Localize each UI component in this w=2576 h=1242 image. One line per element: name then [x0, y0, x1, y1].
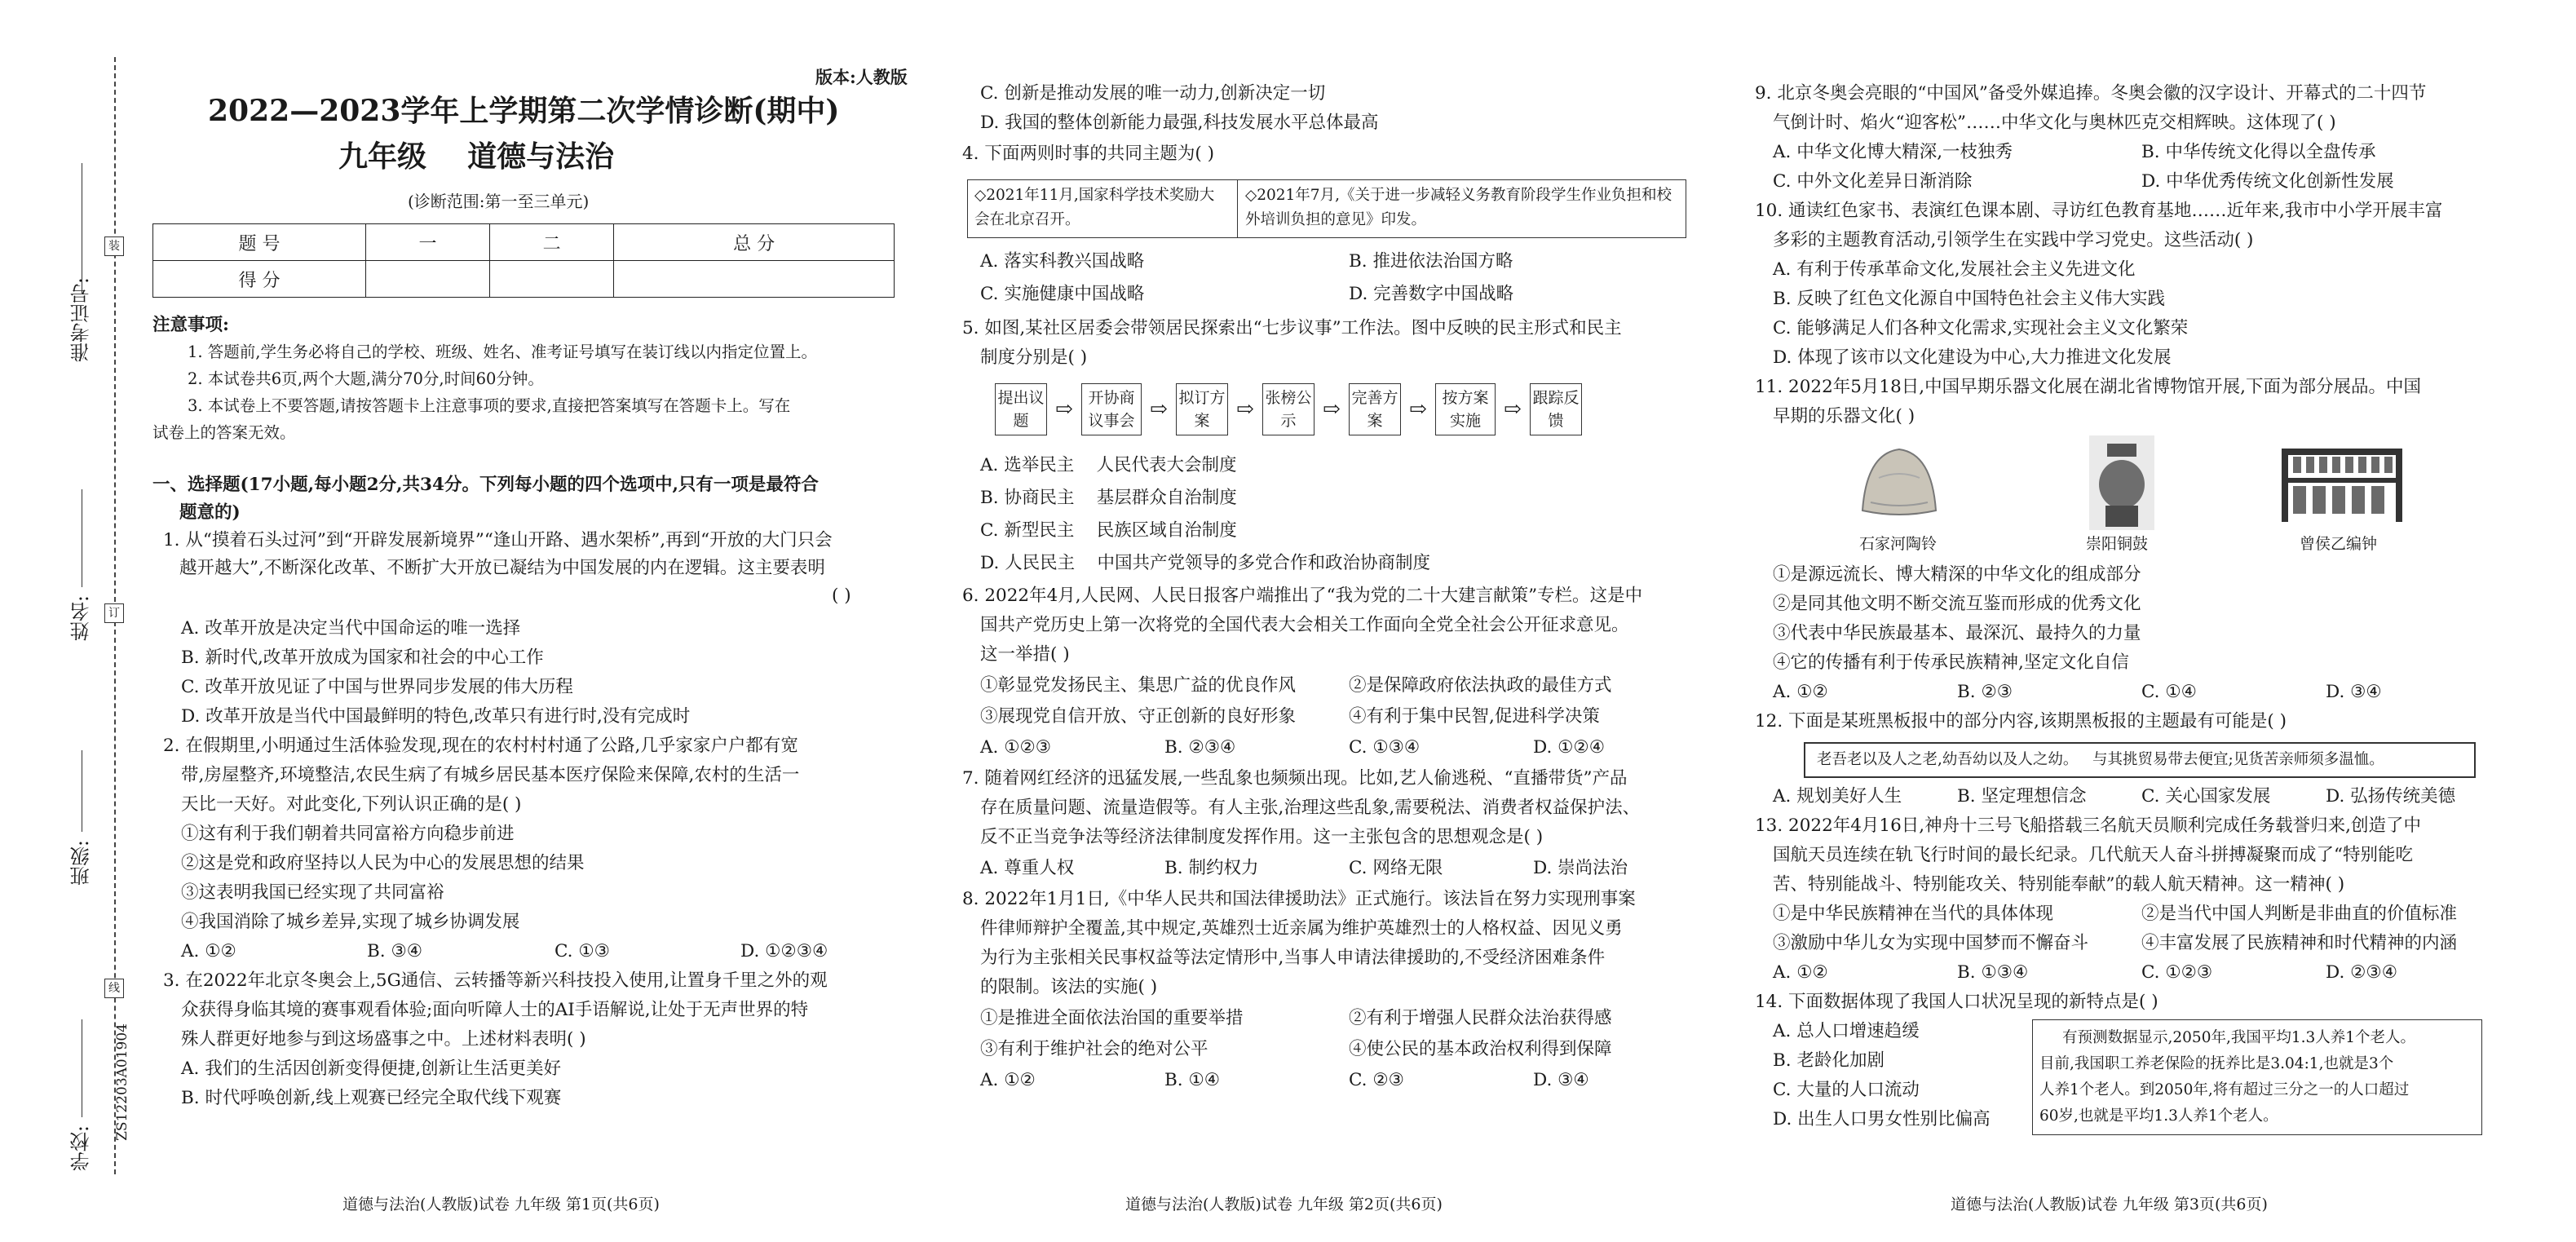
score-header-part2: 二 — [490, 224, 614, 261]
flow-arrow-icon: ⇨ — [1504, 397, 1522, 422]
artifact-caption: 崇阳铜鼓 — [2086, 535, 2149, 553]
q13-statement: ②是当代中国人判断是非曲直的价值标准 — [2141, 904, 2458, 924]
flow-arrow-icon: ⇨ — [1150, 397, 1168, 422]
q1-option-c: C. 改革开放见证了中国与世界同步发展的伟大历程 — [181, 677, 573, 697]
q12-option-d: D. 弘扬传统美德 — [2326, 786, 2456, 807]
q2-option-b: B. ③④ — [367, 941, 423, 961]
q7-stem: 7. 随着网红经济的迅猛发展,一些乱象也频频出现。比如,艺人偷逃税、“直播带货”产品 — [962, 768, 1628, 789]
q6-statement: ④有利于集中民智,促进科学决策 — [1349, 706, 1600, 727]
q4-stem: 4. 下面两则时事的共同主题为( ) — [962, 144, 1214, 164]
score-header-total: 总 分 — [614, 224, 895, 261]
notice-item: 1. 答题前,学生务必将自己的学校、班级、姓名、准考证号填写在装订线以内指定位置上。 — [188, 343, 818, 361]
q1-option-b: B. 新时代,改革开放成为国家和社会的中心工作 — [181, 648, 544, 668]
q6-stem: 6. 2022年4月,人民网、人民日报客户端推出了“我为党的二十大建言献策”专栏。这是中 — [962, 586, 1643, 606]
section-heading-cont: 题意的) — [179, 502, 241, 523]
artifact-pottery-bell-image — [1846, 437, 1952, 528]
q11-stem: 早期的乐器文化( ) — [1773, 406, 1915, 427]
q4-news-box — [967, 179, 1686, 238]
q11-statement: ④它的传播有利于传承民族精神,坚定文化自信 — [1773, 652, 2129, 673]
binding-mark-top: 装 — [104, 236, 124, 256]
q3-option-b: B. 时代呼唤创新,线上观赛已经完全取代线下观赛 — [181, 1088, 562, 1108]
q11-option-d: D. ③④ — [2326, 682, 2382, 702]
q7-stem: 反不正当竞争法等经济法律制度发挥作用。这一主张包含的思想观念是( ) — [980, 827, 1544, 847]
q4-option-b: B. 推进依法治国方略 — [1349, 251, 1513, 272]
paper-code: ZS12203A01904 — [114, 1023, 130, 1141]
q4-option-a: A. 落实科教兴国战略 — [980, 251, 1145, 272]
q13-stem: 国航天员连续在轨飞行时间的最长纪录。几代航天人奋斗拼搏凝聚而成了“特别能吃 — [1773, 845, 2413, 865]
q12-option-b: B. 坚定理想信念 — [1957, 786, 2087, 807]
flow-step: 张榜公示 — [1262, 383, 1315, 435]
q1-option-d: D. 改革开放是当代中国最鲜明的特色,改革只有进行时,没有完成时 — [181, 706, 691, 727]
q7-option-c: C. 网络无限 — [1349, 858, 1443, 878]
flow-arrow-icon: ⇨ — [1236, 397, 1254, 422]
q14-option-b: B. 老龄化加剧 — [1773, 1050, 1885, 1071]
q13-option-c: C. ①②③ — [2141, 962, 2213, 983]
q8-option-c: C. ②③ — [1349, 1070, 1404, 1090]
q3-option-a: A. 我们的生活因创新变得便捷,创新让生活更美好 — [181, 1059, 562, 1079]
q12-option-c: C. 关心国家发展 — [2141, 786, 2271, 807]
edition-label: 版本:人教版 — [815, 67, 908, 87]
q11-stem: 11. 2022年5月18日,中国早期乐器文化展在湖北省博物馆开展,下面为部分展品。中国 — [1755, 377, 2421, 397]
q14-option-d: D. 出生人口男女性别比偏高 — [1773, 1109, 1991, 1129]
q2-stem: 天比一天好。对此变化,下列认识正确的是( ) — [181, 794, 522, 815]
q10-option-d: D. 体现了该市以文化建设为中心,大力推进文化发展 — [1773, 347, 2172, 368]
flow-step: 完善方案 — [1349, 383, 1401, 435]
notice-item: 2. 本试卷共6页,两个大题,满分70分,时间60分钟。 — [188, 369, 544, 388]
q6-stem: 这一举措( ) — [980, 644, 1070, 665]
q13-option-b: B. ①③④ — [1957, 962, 2029, 983]
q2-statement: ①这有利于我们朝着共同富裕方向稳步前进 — [181, 824, 515, 844]
q10-stem: 多彩的主题教育活动,引领学生在实践中学习党史。这些活动( ) — [1773, 230, 2254, 250]
q2-statement: ③这表明我国已经实现了共同富裕 — [181, 882, 444, 903]
q14-option-c: C. 大量的人口流动 — [1773, 1080, 1920, 1100]
q8-option-a: A. ①② — [980, 1070, 1036, 1090]
q9-stem: 9. 北京冬奥会亮眼的“中国风”备受外媒追捧。冬奥会徽的汉字设计、开幕式的二十四节 — [1755, 83, 2427, 104]
artifact-caption: 石家河陶铃 — [1859, 535, 1938, 553]
q1-answer-paren: ( ) — [832, 586, 851, 606]
class-label: 班级: — [70, 840, 93, 886]
flow-arrow-icon: ⇨ — [1323, 397, 1341, 422]
q14-data-text: 有预测数据显示,2050年,我国平均1.3人养1个老人。 — [2062, 1029, 2416, 1046]
q6-statement: ①彰显党发扬民主、集思广益的优良作风 — [980, 675, 1297, 696]
q10-option-b: B. 反映了红色文化源自中国特色社会主义伟大实践 — [1773, 289, 2165, 309]
score-header-label: 题 号 — [153, 224, 366, 261]
flow-step: 按方案实施 — [1435, 383, 1496, 435]
q7-option-a: A. 尊重人权 — [980, 858, 1075, 878]
q5-stem: 5. 如图,某社区居委会带领居民探索出“七步议事”工作法。图中反映的民主形式和民主 — [962, 318, 1622, 338]
q11-statement: ②是同其他文明不断交流互鉴而形成的优秀文化 — [1773, 594, 2141, 614]
q9-option-c: C. 中外文化差异日渐消除 — [1773, 171, 1973, 192]
page-footer: 道德与法治(人教版)试卷 九年级 第2页(共6页) — [1125, 1196, 1443, 1213]
flow-step: 开协商议事会 — [1081, 383, 1142, 435]
q5-option-c: C. 新型民主 民族区域自治制度 — [980, 520, 1237, 541]
score-table — [152, 223, 895, 298]
q5-option-d: D. 人民民主 中国共产党领导的多党合作和政治协商制度 — [980, 553, 1430, 573]
q1-option-a: A. 改革开放是决定当代中国命运的唯一选择 — [181, 618, 521, 639]
q8-statement: ①是推进全面依法治国的重要举措 — [980, 1008, 1244, 1028]
score-cell-part2 — [490, 261, 614, 298]
q11-option-c: C. ①④ — [2141, 682, 2197, 702]
q6-option-a: A. ①②③ — [980, 737, 1052, 758]
q13-statement: ③激励中华儿女为实现中国梦而不懈奋斗 — [1773, 933, 2089, 953]
q6-option-c: C. ①③④ — [1349, 737, 1421, 758]
q9-option-b: B. 中华传统文化得以全盘传承 — [2141, 142, 2376, 162]
exam-page-3 — [1755, 0, 2570, 1242]
q5-flowchart — [995, 383, 1582, 435]
score-cell-part1 — [366, 261, 490, 298]
q8-option-b: B. ①④ — [1164, 1070, 1221, 1090]
exam-number-label: 准考证号: — [70, 277, 93, 363]
q2-stem: 2. 在假期里,小明通过生活体验发现,现在的农村村村通了公路,几乎家家户户都有宽 — [163, 736, 798, 756]
q13-statement: ①是中华民族精神在当代的具体体现 — [1773, 904, 2054, 924]
q4-news-divider — [1237, 180, 1238, 237]
flow-arrow-icon: ⇨ — [1055, 397, 1073, 422]
q8-stem: 件律师辩护全覆盖,其中规定,英雄烈士近亲属为维护英雄烈士的人格权益、因见义勇 — [980, 918, 1623, 939]
q9-option-d: D. 中华优秀传统文化创新性发展 — [2141, 171, 2394, 192]
q14-stem: 14. 下面数据体现了我国人口状况呈现的新特点是( ) — [1755, 992, 2158, 1012]
exam-scope: (诊断范围:第一至三单元) — [408, 192, 590, 211]
q12-blackboard-text: 老吾老以及人之老,幼吾幼以及人之幼。 与其挑贸易带去便宜;见货苦亲师须多温恤。 — [1817, 751, 2384, 768]
q1-stem: 1. 从“摸着石头过河”到“开辟发展新境界”“逢山开路、遇水架桥”,再到“开放的大门只会 — [163, 530, 833, 550]
q2-statement: ②这是党和政府坚持以人民为中心的发展思想的结果 — [181, 853, 585, 873]
q5-option-b: B. 协商民主 基层群众自治制度 — [980, 488, 1237, 508]
section-heading: 一、选择题(17小题,每小题2分,共34分。下列每小题的四个选项中,只有一项是最符合 — [152, 475, 819, 495]
flow-arrow-icon: ⇨ — [1409, 397, 1427, 422]
q5-stem: 制度分别是( ) — [980, 347, 1088, 368]
notice-item: 3. 本试卷上不要答题,请按答题卡上注意事项的要求,直接把答案填写在答题卡上。写在 — [188, 396, 791, 415]
artifact-chime-bells-image — [2277, 440, 2407, 525]
q3-stem: 众获得身临其境的赛事观看体验;面向听障人士的AI手语解说,让处于无声世界的特 — [181, 1000, 809, 1020]
artifact-bronze-drum-image — [2089, 435, 2154, 530]
q7-option-b: B. 制约权力 — [1164, 858, 1259, 878]
q11-option-a: A. ①② — [1773, 682, 1828, 702]
score-header-part1: 一 — [366, 224, 490, 261]
name-label: 姓名: — [70, 595, 93, 642]
school-label: 学校: — [70, 1125, 93, 1172]
q9-option-a: A. 中华文化博大精深,一枝独秀 — [1773, 142, 2013, 162]
q9-stem: 气倒计时、焰火“迎客松”……中华文化与奥林匹克交相辉映。这体现了( ) — [1773, 113, 2336, 133]
q8-stem: 8. 2022年1月1日,《中华人民共和国法律援助法》正式施行。该法旨在努力实现刑事案 — [962, 889, 1636, 909]
q11-statement: ①是源远流长、博大精深的中华文化的组成部分 — [1773, 564, 2141, 585]
q6-statement: ②是保障政府依法执政的最佳方式 — [1349, 675, 1612, 696]
q4-option-d: D. 完善数字中国战略 — [1349, 284, 1514, 304]
q11-option-b: B. ②③ — [1957, 682, 2013, 702]
q2-statement: ④我国消除了城乡差异,实现了城乡协调发展 — [181, 912, 520, 932]
q12-option-a: A. 规划美好人生 — [1773, 786, 1902, 807]
q14-data-text: 目前,我国职工养老保险的抚养比是3.04:1,也就是3个 — [2039, 1055, 2394, 1072]
q7-stem: 存在质量问题、流量造假等。有人主张,治理这些乱象,需要税法、消费者权益保护法、 — [980, 798, 1641, 818]
q1-stem: 越开越大”,不断深化改革、不断扩大开放已凝结为中国发展的内在逻辑。这主要表明 — [179, 558, 825, 578]
exam-title: 2022—2023学年上学期第二次学情诊断(期中) — [208, 94, 840, 128]
q6-stem: 国共产党历史上第一次将党的全国代表大会相关工作面向全党全社会公开征求意见。 — [980, 615, 1629, 635]
flow-step: 提出议题 — [995, 383, 1047, 435]
q2-option-d: D. ①②③④ — [740, 941, 828, 961]
q2-stem: 带,房屋整齐,环境整洁,农民生病了有城乡居民基本医疗保险来保障,农村的生活一 — [181, 765, 800, 785]
q2-option-c: C. ①③ — [555, 941, 610, 961]
q8-statement: ④使公民的基本政治权利得到保障 — [1349, 1039, 1612, 1059]
q6-option-d: D. ①②④ — [1533, 737, 1605, 758]
q14-option-a: A. 总人口增速趋缓 — [1773, 1021, 1920, 1041]
q14-data-text: 60岁,也就是平均1.3人养1个老人。 — [2039, 1107, 2278, 1125]
q3-option-c: C. 创新是推动发展的唯一动力,创新决定一切 — [980, 83, 1326, 104]
q7-option-d: D. 崇尚法治 — [1533, 858, 1628, 878]
artifact-caption: 曾侯乙编钟 — [2300, 535, 2378, 553]
binding-mark-bottom: 线 — [104, 979, 124, 998]
q13-stem: 苦、特别能战斗、特别能攻关、特别能奉献”的载人航天精神。这一精神( ) — [1773, 874, 2345, 895]
q6-statement: ③展现党自信开放、守正创新的良好形象 — [980, 706, 1297, 727]
q13-option-a: A. ①② — [1773, 962, 1828, 983]
q10-option-a: A. 有利于传承革命文化,发展社会主义先进文化 — [1773, 259, 2136, 280]
q3-stem: 殊人群更好地参与到这场盛事之中。上述材料表明( ) — [181, 1029, 586, 1050]
notice-item: 试卷上的答案无效。 — [152, 423, 296, 442]
q13-stem: 13. 2022年4月16日,神舟十三号飞船搭载三名航天员顺利完成任务载誉归来,创造了中 — [1755, 815, 2421, 836]
q3-option-d: D. 我国的整体创新能力最强,科技发展水平总体最高 — [980, 113, 1379, 133]
q13-statement: ④丰富发展了民族精神和时代精神的内涵 — [2141, 933, 2458, 953]
q4-news-item-2: ◇2021年7月,《关于进一步减轻义务教育阶段学生作业负担和校外培训负担的意见》印发。 — [1245, 187, 1672, 228]
q12-blackboard-box — [1804, 742, 2476, 778]
q14-data-box — [2032, 1019, 2482, 1135]
q8-stem: 为行为主张相关民事权益等法定情形中,当事人申请法律援助的,不受经济困难条件 — [980, 948, 1606, 968]
flow-step: 跟踪反馈 — [1530, 383, 1582, 435]
q3-stem: 3. 在2022年北京冬奥会上,5G通信、云转播等新兴科技投入使用,让置身千里之外的观 — [163, 970, 828, 991]
q13-option-d: D. ②③④ — [2326, 962, 2397, 983]
exam-page-1 — [0, 0, 930, 1242]
q14-data-text: 人养1个老人。到2050年,将有超过三分之一的人口超过 — [2039, 1081, 2410, 1098]
q5-option-a: A. 选举民主 人民代表大会制度 — [980, 455, 1237, 475]
q4-option-c: C. 实施健康中国战略 — [980, 284, 1145, 304]
page-footer: 道德与法治(人教版)试卷 九年级 第3页(共6页) — [1951, 1196, 2268, 1213]
score-cell-total — [614, 261, 895, 298]
notice-heading: 注意事项: — [152, 315, 229, 335]
binding-mark-middle: 订 — [104, 603, 124, 623]
q11-statement: ③代表中华民族最基本、最深沉、最持久的力量 — [1773, 623, 2141, 643]
q2-option-a: A. ①② — [181, 941, 236, 961]
q8-option-d: D. ③④ — [1533, 1070, 1589, 1090]
q10-stem: 10. 通读红色家书、表演红色课本剧、寻访红色教育基地……近年来,我市中小学开展丰富 — [1755, 201, 2443, 221]
q12-stem: 12. 下面是某班黑板报中的部分内容,该期黑板报的主题最有可能是( ) — [1755, 711, 2287, 731]
q4-news-item-1: ◇2021年11月,国家科学技术奖励大会在北京召开。 — [974, 187, 1215, 228]
grade-subject: 九年级 道德与法治 — [338, 139, 615, 174]
q8-statement: ③有利于维护社会的绝对公平 — [980, 1039, 1208, 1059]
q6-option-b: B. ②③④ — [1164, 737, 1236, 758]
q8-statement: ②有利于增强人民群众法治获得感 — [1349, 1008, 1612, 1028]
q10-option-c: C. 能够满足人们各种文化需求,实现社会主义文化繁荣 — [1773, 318, 2189, 338]
exam-page-2 — [962, 0, 1729, 1242]
q8-stem: 的限制。该法的实施( ) — [980, 977, 1158, 997]
flow-step: 拟订方案 — [1176, 383, 1228, 435]
page-footer: 道德与法治(人教版)试卷 九年级 第1页(共6页) — [342, 1196, 660, 1213]
score-row-label: 得 分 — [153, 261, 366, 298]
